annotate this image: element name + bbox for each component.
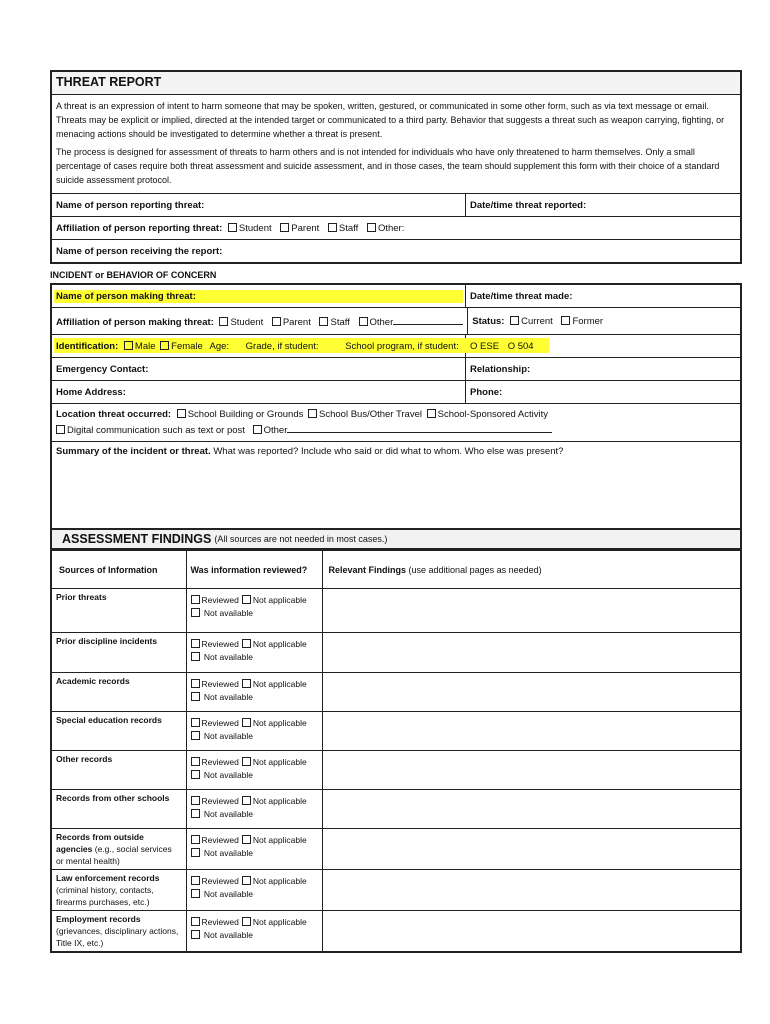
location-other-line[interactable] <box>287 423 552 433</box>
not-available-label: Not available <box>203 608 254 618</box>
maker-affiliation-row <box>50 307 742 334</box>
staff-checkbox[interactable] <box>328 223 337 232</box>
status-former-label: Former <box>572 315 604 327</box>
activity-checkbox[interactable] <box>427 409 436 418</box>
reviewed-cell <box>186 911 322 953</box>
not-applicable-label: Not applicable <box>252 718 307 728</box>
table-row <box>51 589 741 633</box>
ese-option[interactable]: O ESE <box>470 340 500 352</box>
source-note: (e.g., social services or mental health) <box>56 844 172 866</box>
not-available-checkbox[interactable] <box>191 848 200 857</box>
student-label: Student <box>238 222 272 234</box>
assessment-title: ASSESSMENT FINDINGS <box>62 532 212 546</box>
reviewed-checkbox[interactable] <box>191 679 200 688</box>
reviewed-label: Reviewed <box>201 757 239 767</box>
not-available-checkbox[interactable] <box>191 608 200 617</box>
intro-paragraph-1: A threat is an expression of intent to harm someone that may be spoken, written, gestured, or communicated in some other form, such as via text message or email. Threats may be explicit or implied, directed at the intended target or communicated to a third party. Behavior that suggests a threat such as weapon carrying, fighting, or menacing actions should be investigated to determine whether a threat is present. <box>56 101 725 139</box>
summary-label: Summary of the incident or threat. <box>56 446 211 457</box>
not-applicable-label: Not applicable <box>252 757 307 767</box>
digital-checkbox[interactable] <box>56 425 65 434</box>
reporting-affiliation-row <box>50 216 742 239</box>
reviewed-checkbox[interactable] <box>191 595 200 604</box>
maker-parent-label: Parent <box>282 316 311 328</box>
reviewed-label: Reviewed <box>201 718 239 728</box>
source-name: Special education records <box>56 715 162 725</box>
not-available-label: Not available <box>203 848 254 858</box>
grade-label: Grade, if student: <box>245 340 319 352</box>
col-sources-header: Sources of Information <box>51 551 186 589</box>
affiliation-making-label: Affiliation of person making threat: <box>56 316 214 328</box>
findings-cell[interactable] <box>322 751 741 790</box>
relationship-field[interactable]: Relationship: <box>470 363 531 375</box>
location-row <box>50 403 742 441</box>
reporting-name-row <box>50 193 742 216</box>
not-available-checkbox[interactable] <box>191 770 200 779</box>
source-note: (criminal history, contacts, firearms purchases, etc.) <box>56 885 154 907</box>
name-reporting-field[interactable]: Name of person reporting threat: <box>56 199 205 211</box>
reviewed-label: Reviewed <box>201 917 239 927</box>
emergency-contact-field[interactable]: Emergency Contact: <box>56 363 149 375</box>
status-label: Status: <box>472 315 505 327</box>
reviewed-checkbox[interactable] <box>191 835 200 844</box>
source-cell <box>51 751 186 790</box>
not-available-label: Not available <box>203 809 254 819</box>
male-checkbox[interactable] <box>124 341 133 350</box>
staff-label: Staff <box>338 222 359 234</box>
maker-student-label: Student <box>230 316 264 328</box>
source-name: Employment records <box>56 914 141 924</box>
table-row <box>51 911 741 953</box>
reviewed-checkbox[interactable] <box>191 718 200 727</box>
reviewed-label: Reviewed <box>201 639 239 649</box>
source-cell <box>51 712 186 751</box>
form-title: THREAT REPORT <box>50 70 742 95</box>
location-other-checkbox[interactable] <box>253 425 262 434</box>
building-label: School Building or Grounds <box>187 409 304 420</box>
age-label: Age: <box>209 340 230 352</box>
findings-cell[interactable] <box>322 911 741 953</box>
source-name: Records from outside agencies <box>56 832 144 854</box>
source-name: Prior discipline incidents <box>56 636 158 646</box>
summary-prompt: What was reported? Include who said or did what to whom. Who else was present? <box>213 446 564 457</box>
parent-label: Parent <box>291 222 320 234</box>
other-label: Other: <box>377 222 405 234</box>
not-applicable-label: Not applicable <box>252 796 307 806</box>
not-applicable-checkbox[interactable] <box>242 679 251 688</box>
not-available-label: Not available <box>203 692 254 702</box>
reviewed-label: Reviewed <box>201 679 239 689</box>
source-note: (grievances, disciplinary actions, Title IX, etc.) <box>56 926 179 948</box>
not-applicable-checkbox[interactable] <box>242 876 251 885</box>
assessment-subtitle: (All sources are not needed in most cases.) <box>214 534 388 544</box>
source-cell <box>51 633 186 673</box>
not-applicable-label: Not applicable <box>252 917 307 927</box>
table-row <box>51 751 741 790</box>
findings-cell[interactable] <box>322 589 741 633</box>
findings-cell[interactable] <box>322 829 741 870</box>
not-available-checkbox[interactable] <box>191 930 200 939</box>
name-receiving-field[interactable]: Name of person receiving the report: <box>56 245 223 257</box>
findings-cell[interactable] <box>322 870 741 911</box>
maker-staff-checkbox[interactable] <box>319 317 328 326</box>
not-applicable-label: Not applicable <box>252 595 307 605</box>
not-applicable-checkbox[interactable] <box>242 917 251 926</box>
summary-field[interactable] <box>50 441 742 528</box>
female-label: Female <box>171 340 203 352</box>
reviewed-cell <box>186 751 322 790</box>
table-row <box>51 712 741 751</box>
reviewed-checkbox[interactable] <box>191 917 200 926</box>
male-label: Male <box>134 340 156 352</box>
table-row <box>51 633 741 673</box>
not-available-checkbox[interactable] <box>191 692 200 701</box>
source-cell <box>51 911 186 953</box>
reviewed-cell <box>186 673 322 712</box>
source-name: Academic records <box>56 676 130 686</box>
not-available-checkbox[interactable] <box>191 652 200 661</box>
not-available-label: Not available <box>203 770 254 780</box>
reviewed-checkbox[interactable] <box>191 639 200 648</box>
not-applicable-checkbox[interactable] <box>242 835 251 844</box>
maker-student-checkbox[interactable] <box>219 317 228 326</box>
home-address-row <box>50 380 742 403</box>
status-current-checkbox[interactable] <box>510 316 519 325</box>
status-current-label: Current <box>521 315 553 327</box>
reviewed-label: Reviewed <box>201 595 239 605</box>
incident-section-label: INCIDENT or BEHAVIOR OF CONCERN <box>50 270 217 280</box>
status-former-checkbox[interactable] <box>561 316 570 325</box>
maker-name-row <box>50 283 742 307</box>
assessment-findings-header <box>50 528 742 550</box>
not-applicable-label: Not applicable <box>252 639 307 649</box>
source-cell <box>51 790 186 829</box>
location-other-label: Other <box>263 425 288 436</box>
table-row <box>51 829 741 870</box>
affiliation-reporting-label: Affiliation of person reporting threat: <box>56 222 223 234</box>
home-address-field[interactable]: Home Address: <box>56 386 126 398</box>
student-checkbox[interactable] <box>228 223 237 232</box>
not-available-label: Not available <box>203 930 254 940</box>
reviewed-checkbox[interactable] <box>191 757 200 766</box>
reviewed-checkbox[interactable] <box>191 876 200 885</box>
reviewed-label: Reviewed <box>201 835 239 845</box>
reviewed-cell <box>186 589 322 633</box>
504-option[interactable]: O 504 <box>507 340 534 352</box>
intro-paragraph-2: The process is designed for assessment of threats to harm others and is not intended for individuals who have only threatened to harm themselves. Only a small percentage of cases require both threat assessment and suicide assessment, and in those cases, the team should supplement this form with their choice of a standard suicide assessment protocol. <box>56 147 720 185</box>
maker-staff-label: Staff <box>330 316 350 328</box>
receiving-name-row <box>50 239 742 264</box>
source-name: Records from other schools <box>56 793 170 803</box>
not-available-label: Not available <box>203 889 254 899</box>
intro-text <box>50 95 742 193</box>
not-applicable-checkbox[interactable] <box>242 757 251 766</box>
findings-header-bold: Relevant Findings <box>328 564 407 575</box>
building-checkbox[interactable] <box>177 409 186 418</box>
source-name: Other records <box>56 754 113 764</box>
reviewed-cell <box>186 712 322 751</box>
not-available-checkbox[interactable] <box>191 731 200 740</box>
reviewed-cell <box>186 829 322 870</box>
findings-cell[interactable] <box>322 673 741 712</box>
source-cell <box>51 829 186 870</box>
activity-label: School-Sponsored Activity <box>437 409 548 420</box>
not-available-label: Not available <box>203 731 254 741</box>
source-cell <box>51 589 186 633</box>
reviewed-cell <box>186 633 322 673</box>
not-available-checkbox[interactable] <box>191 809 200 818</box>
not-applicable-checkbox[interactable] <box>242 796 251 805</box>
reviewed-cell <box>186 870 322 911</box>
emergency-contact-row <box>50 357 742 380</box>
bus-label: School Bus/Other Travel <box>319 409 422 420</box>
not-applicable-checkbox[interactable] <box>242 718 251 727</box>
source-name: Law enforcement records <box>56 873 160 883</box>
col-reviewed-header: Was information reviewed? <box>186 551 322 589</box>
reviewed-checkbox[interactable] <box>191 796 200 805</box>
phone-field[interactable]: Phone: <box>470 386 503 398</box>
table-row <box>51 790 741 829</box>
not-applicable-checkbox[interactable] <box>242 595 251 604</box>
not-available-label: Not available <box>203 652 254 662</box>
other-checkbox[interactable] <box>367 223 376 232</box>
source-cell <box>51 673 186 712</box>
findings-header-note: (use additional pages as needed) <box>408 564 542 575</box>
identification-row <box>50 334 742 357</box>
col-findings-header <box>322 551 741 589</box>
name-making-field[interactable]: Name of person making threat: <box>54 290 463 303</box>
source-name: Prior threats <box>56 592 107 602</box>
assessment-table <box>50 550 742 953</box>
table-row <box>51 673 741 712</box>
findings-cell[interactable] <box>322 633 741 673</box>
location-label: Location threat occurred: <box>56 409 172 420</box>
reviewed-cell <box>186 790 322 829</box>
not-applicable-checkbox[interactable] <box>242 639 251 648</box>
not-applicable-label: Not applicable <box>252 835 307 845</box>
findings-cell[interactable] <box>322 790 741 829</box>
not-available-checkbox[interactable] <box>191 889 200 898</box>
not-applicable-label: Not applicable <box>252 876 307 886</box>
reviewed-label: Reviewed <box>201 796 239 806</box>
maker-other-label: Other <box>369 316 394 328</box>
reviewed-label: Reviewed <box>201 876 239 886</box>
identification-label: Identification: <box>56 340 119 352</box>
maker-parent-checkbox[interactable] <box>272 317 281 326</box>
table-row <box>51 870 741 911</box>
school-program-label: School program, if student: <box>345 340 459 352</box>
findings-cell[interactable] <box>322 712 741 751</box>
digital-label: Digital communication such as text or post <box>67 425 245 436</box>
datetime-reported-field[interactable]: Date/time threat reported: <box>470 199 587 211</box>
maker-other-line[interactable] <box>393 315 463 325</box>
bus-checkbox[interactable] <box>308 409 317 418</box>
source-cell <box>51 870 186 911</box>
parent-checkbox[interactable] <box>280 223 289 232</box>
female-checkbox[interactable] <box>160 341 169 350</box>
maker-other-checkbox[interactable] <box>359 317 368 326</box>
threat-report-form <box>50 70 742 953</box>
datetime-made-field[interactable]: Date/time threat made: <box>470 290 573 302</box>
not-applicable-label: Not applicable <box>252 679 307 689</box>
